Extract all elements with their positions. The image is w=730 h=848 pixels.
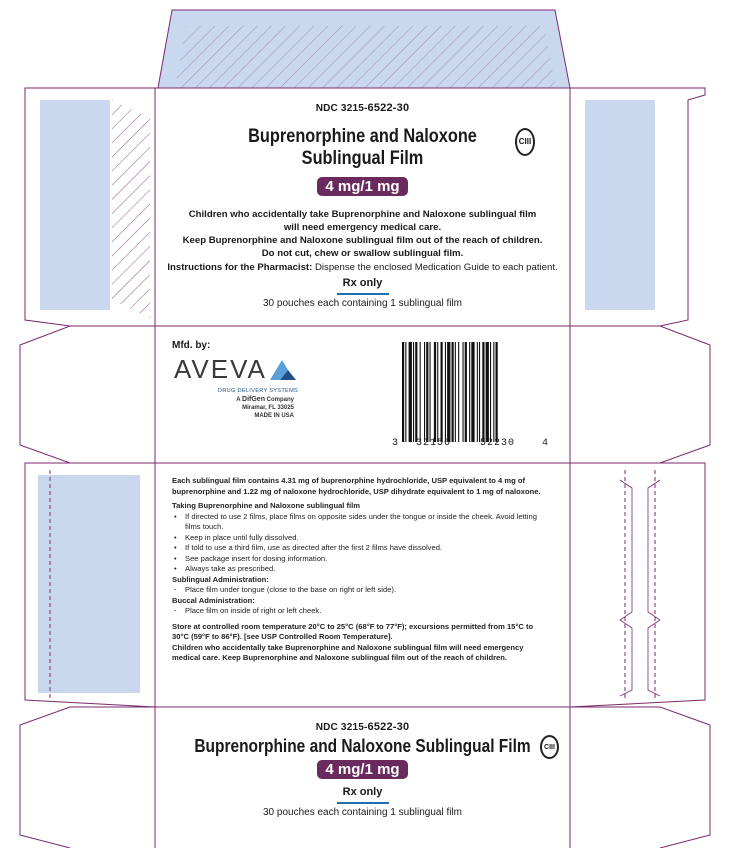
barcode-bar [420,342,421,442]
barcode-bar [424,342,425,442]
barcode-bar [452,342,454,442]
warning-line: Do not cut, chew or swallow sublingual film. [261,248,464,259]
barcode-bars [402,342,544,442]
aveva-wordmark: AVEVA [174,354,267,384]
address-block [218,396,294,420]
rx-underline [337,293,389,295]
list-item: • If directed to use 2 films, place films on opposite sides under the tongue or inside the cheek. Avoid letting films touch. [174,511,537,531]
right-side-flap-mid [570,326,710,463]
list-item: • See package insert for dosing information. [174,553,328,563]
barcode-bar [430,342,431,442]
warning-block [155,208,570,260]
warning-line: will need emergency medical care. [283,222,442,233]
barcode-bar [493,342,494,442]
product-title-bottom: Buprenorphine and Naloxone Sublingual Film [194,736,531,756]
barcode-bar [447,342,450,442]
aveva-logo [174,354,304,386]
title-line-1: Buprenorphine and Naloxone [248,126,477,147]
storage-text: Store at controlled room temperature 20°C to 25°C (68°F to 77°F); excursions permitted from 15°C to 30°C (59°F to 86°F). [see USP Controlled Room Temperature]. [172,621,534,641]
title-line-2: Sublingual Film [301,148,424,169]
barcode-bar [458,342,459,442]
warning-line: Children who accidentally take Buprenorphine and Naloxone sublingual film [188,209,537,220]
left-side-flap-mid [20,326,155,463]
barcode-bar [469,342,470,442]
barcode-bar [437,342,438,442]
ndc-code [155,102,570,114]
rx-only: Rx only [342,277,383,289]
bottom-panel [155,707,570,848]
front-panel [155,88,570,326]
strength-badge: 4 mg/1 mg [317,177,407,196]
rx-only-bottom: Rx only [342,786,383,798]
ndc-number: 6522-30 [367,102,410,114]
barcode-bar [477,342,478,442]
manufacturer-block [172,340,332,450]
product-title [184,126,541,170]
made-in-line: MADE IN USA [254,413,294,419]
barcode-bar [471,342,474,442]
barcode-digits-group1: 32156 [416,438,452,449]
barcode-bar [426,342,428,442]
barcode-bar [415,342,417,442]
barcode-bar [413,342,414,442]
taking-heading: Taking Buprenorphine and Naloxone sublingual film [172,501,361,510]
pharmacist-text: Dispense the enclosed Medication Guide to each patient. [312,262,558,273]
warning-line: Keep Buprenorphine and Naloxone sublingual film out of the reach of children. [182,235,543,246]
pharmacist-instructions [155,261,570,274]
list-item: • Keep in place until fully dissolved. [174,532,299,542]
barcode-bar [465,342,467,442]
sublingual-heading: Sublingual Administration: [172,574,269,584]
aveva-logo-mark-icon [268,358,298,382]
children-warning-text: Children who accidentally take Buprenorphine and Naloxone sublingual film will need emergency medical care. Keep Buprenorphine and Naloxone sublingual film out of the reach of children. [172,642,524,662]
barcode-digit-left: 3 [392,438,399,449]
schedule-ciii-icon: CIII [540,735,559,759]
address-line: Miramar, FL 33025 [242,405,294,411]
barcode-bar [463,342,464,442]
right-tuck-flap [570,463,705,707]
company-line: A DifGen Company [236,396,294,403]
rx-underline-bottom [337,802,389,804]
side-panel-text [172,476,542,664]
barcode-bar [482,342,484,442]
barcode-bar [409,342,412,442]
list-item: • If told to use a third film, use as directed after the first 2 films have dissolved. [174,543,443,552]
strength-badge-bottom: 4 mg/1 mg [317,760,407,779]
list-item: - Place film under tongue (close to the base on right or left side). [174,585,397,594]
barcode-bar [479,342,480,442]
pharmacist-label: Instructions for the Pharmacist: [167,262,313,273]
ndc-prefix: NDC 3215- [315,103,368,114]
barcode-bar [490,342,491,442]
left-bottom-flap [20,707,155,848]
barcode-digits-group2: 52230 [480,438,516,449]
barcode-bar [496,342,498,442]
barcode-bar [455,342,456,442]
barcode-bar [405,342,406,442]
pouch-count: 30 pouches each containing 1 sublingual film [262,298,463,309]
composition-text: Each sublingual film contains 4.31 mg of buprenorphine hydrochloride, USP equivalent to 4 mg of buprenorphine and 1.22 mg of naloxone hydrochloride, USP dihydrate equivalent to 1 mg of naloxone. [172,476,541,496]
barcode-bar [441,342,443,442]
mfd-by-label: Mfd. by: [172,340,211,351]
barcode-bar [434,342,436,442]
upc-barcode [392,342,552,454]
list-item: - Place film on inside of right or left cheek. [174,606,322,615]
barcode-digit-right: 4 [542,438,549,449]
buccal-heading: Buccal Administration: [172,595,255,605]
ndc-code-bottom: NDC 3215-6522-30 [315,721,410,733]
barcode-bar [445,342,446,442]
tagline: DRUG DELIVERY SYSTEMS [218,388,299,394]
taking-list [172,512,542,575]
list-item: • Always take as prescribed. [174,564,276,573]
pouch-count-bottom: 30 pouches each containing 1 sublingual film [262,807,463,818]
schedule-ciii-icon: CIII [515,128,535,156]
barcode-bar [402,342,404,442]
barcode-bar [486,342,489,442]
right-bottom-flap [570,707,710,848]
